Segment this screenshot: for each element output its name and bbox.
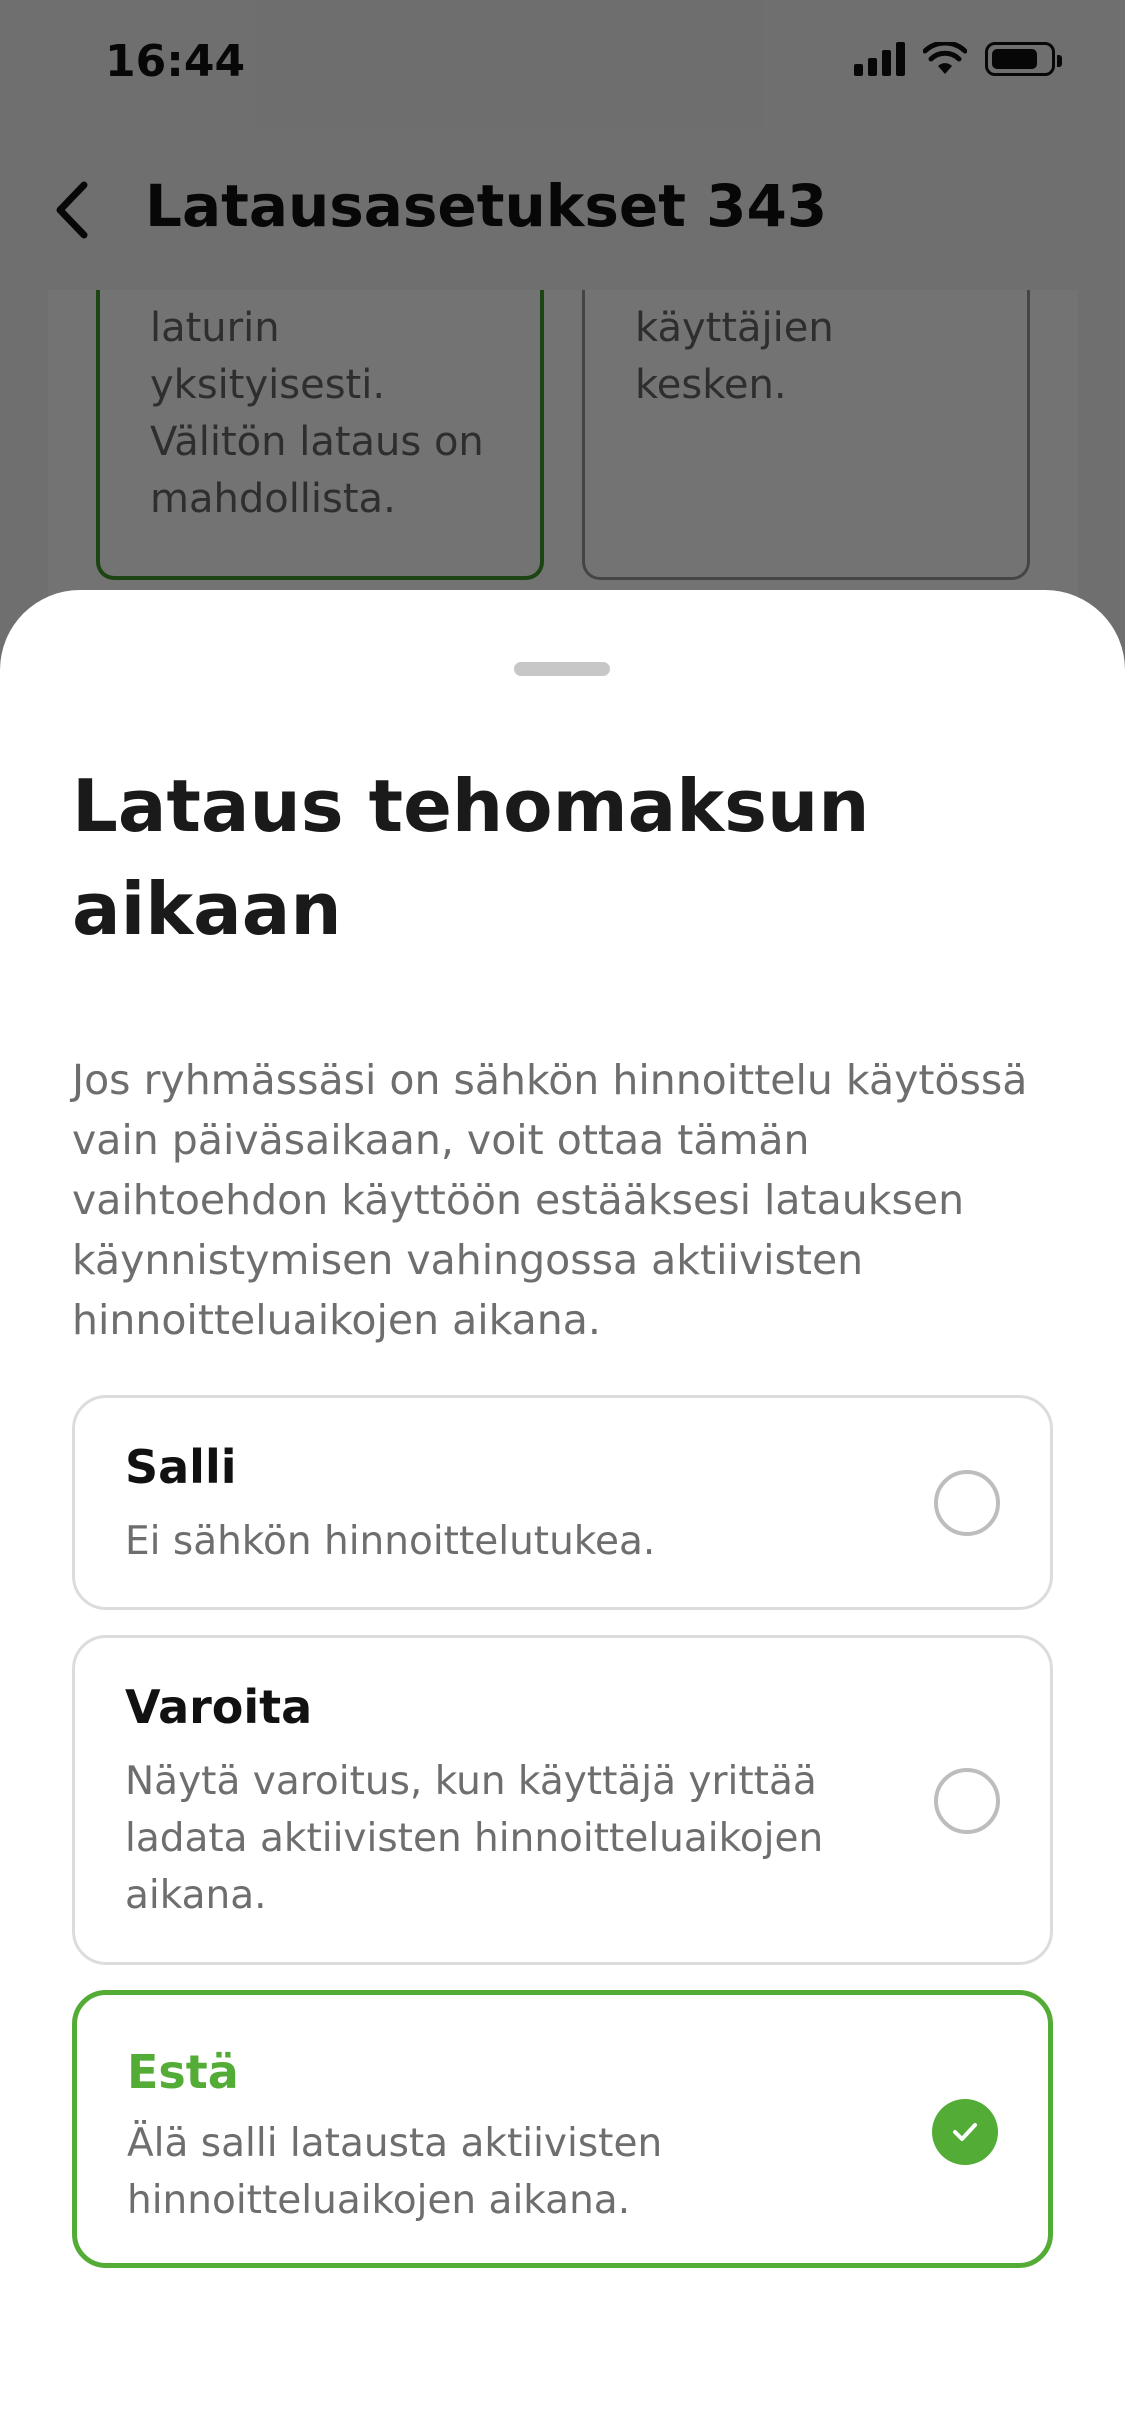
option-block[interactable] (72, 1990, 1053, 2268)
option-subtitle: Älä salli latausta aktiivisten hinnoitteluaikojen aikana. (127, 2121, 663, 2223)
option-subtitle: Ei sähkön hinnoittelutukea. (125, 1519, 656, 1564)
sheet-grabber[interactable] (514, 662, 610, 676)
radio-button[interactable] (934, 1768, 1000, 1834)
sheet-title: Lataus tehomaksun aikaan (72, 764, 870, 951)
option-allow[interactable] (72, 1395, 1053, 1610)
sheet-description: Jos ryhmässäsi on sähkön hinnoittelu käytössä vain päiväsaikaan, voit ottaa tämän vaihtoehdon käyttöön estääksesi latauksen käynnistymisen vahingossa aktiivisten hinnoitteluaikojen aikana. (72, 1056, 1028, 1344)
radio-button[interactable] (934, 1470, 1000, 1536)
radio-button-checked[interactable] (932, 2099, 998, 2165)
checkmark-icon (948, 2115, 982, 2149)
option-subtitle: Näytä varoitus, kun käyttäjä yrittää ladata aktiivisten hinnoitteluaikojen aikana. (125, 1759, 824, 1918)
option-title: Salli (125, 1440, 237, 1494)
option-warn[interactable] (72, 1635, 1053, 1965)
option-title: Estä (127, 2045, 239, 2099)
option-title: Varoita (125, 1680, 313, 1734)
bottom-sheet (0, 590, 1125, 2436)
